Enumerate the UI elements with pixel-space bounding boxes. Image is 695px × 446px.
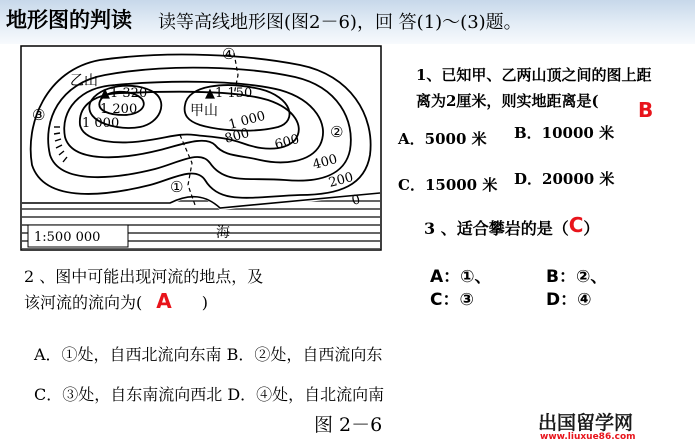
q1-stem-line1: 1、已知甲、乙两山顶之间的图上距 [416,66,652,84]
contour-map [20,45,382,251]
scale-label: 1:500 000 [34,230,101,245]
label-1000-left: 1 000 [82,116,120,131]
page-title: 地形图的判读 [6,8,132,32]
q2-close-paren: ) [201,293,208,312]
q3-stem-suffix: ） [583,219,600,238]
q1-option-d: D．20000 米 [514,170,615,188]
watermark-url: www.liuxue86.com [540,432,636,442]
peak-jia-name: 甲山 [190,103,218,119]
q1-option-b: B．10000 米 [514,124,615,142]
q3-option-b: B：②、 [546,267,608,287]
label-600: 600 [273,131,302,153]
peak-yi-name: 乙山 [70,73,98,89]
q2-stem-line2-text: 该河流的流向为( [24,293,143,312]
figure-caption: 图 2－6 [314,414,383,436]
point-3: ③ [32,106,46,124]
label-400: 400 [311,151,340,173]
q2-options-ab: A．①处，自西北流向东南 B．②处，自西流向东 [34,345,383,364]
q3-stem [424,215,599,239]
label-1200: 1 200 [100,102,138,117]
page-subtitle: 读等高线地形图(图2－6)，回 答(1)～(3)题。 [158,12,522,33]
q3-option-c: C：③ [430,290,474,310]
q1-answer: B [638,98,654,122]
label-1000-right: 1 000 [227,108,267,133]
point-1: ① [170,178,184,196]
label-800: 800 [223,125,252,147]
q1-option-c: C．15000 米 [398,176,498,194]
sea-label: 海 [216,225,230,241]
q2-options-cd: C．③处，自东南流向西北 D．④处，自北流向南 [34,385,385,404]
label-0: 0 [350,192,363,209]
peak-yi-elev: ▲1 320 [100,86,148,101]
peak-jia-elev: ▲1 150 [205,86,253,101]
q3-option-a: A：①、 [430,267,492,287]
q3-stem-prefix: 3 、适合攀岩的是（ [424,219,569,238]
q1-option-a: A．5000 米 [398,130,487,148]
watermark-logo: 出国留学网 [538,412,634,434]
point-2: ② [330,123,344,141]
q2-stem-line1: 2 、图中可能出现河流的地点，及 [24,267,264,286]
q2-stem-line2 [24,289,208,313]
q1-stem-line2: 离为2厘米，则实地距离是( [416,92,599,110]
q3-option-d: D：④ [546,290,592,310]
q3-answer: C [568,213,584,237]
label-200: 200 [327,169,356,191]
point-4: ④ [222,45,236,63]
q2-answer: A [156,289,172,313]
